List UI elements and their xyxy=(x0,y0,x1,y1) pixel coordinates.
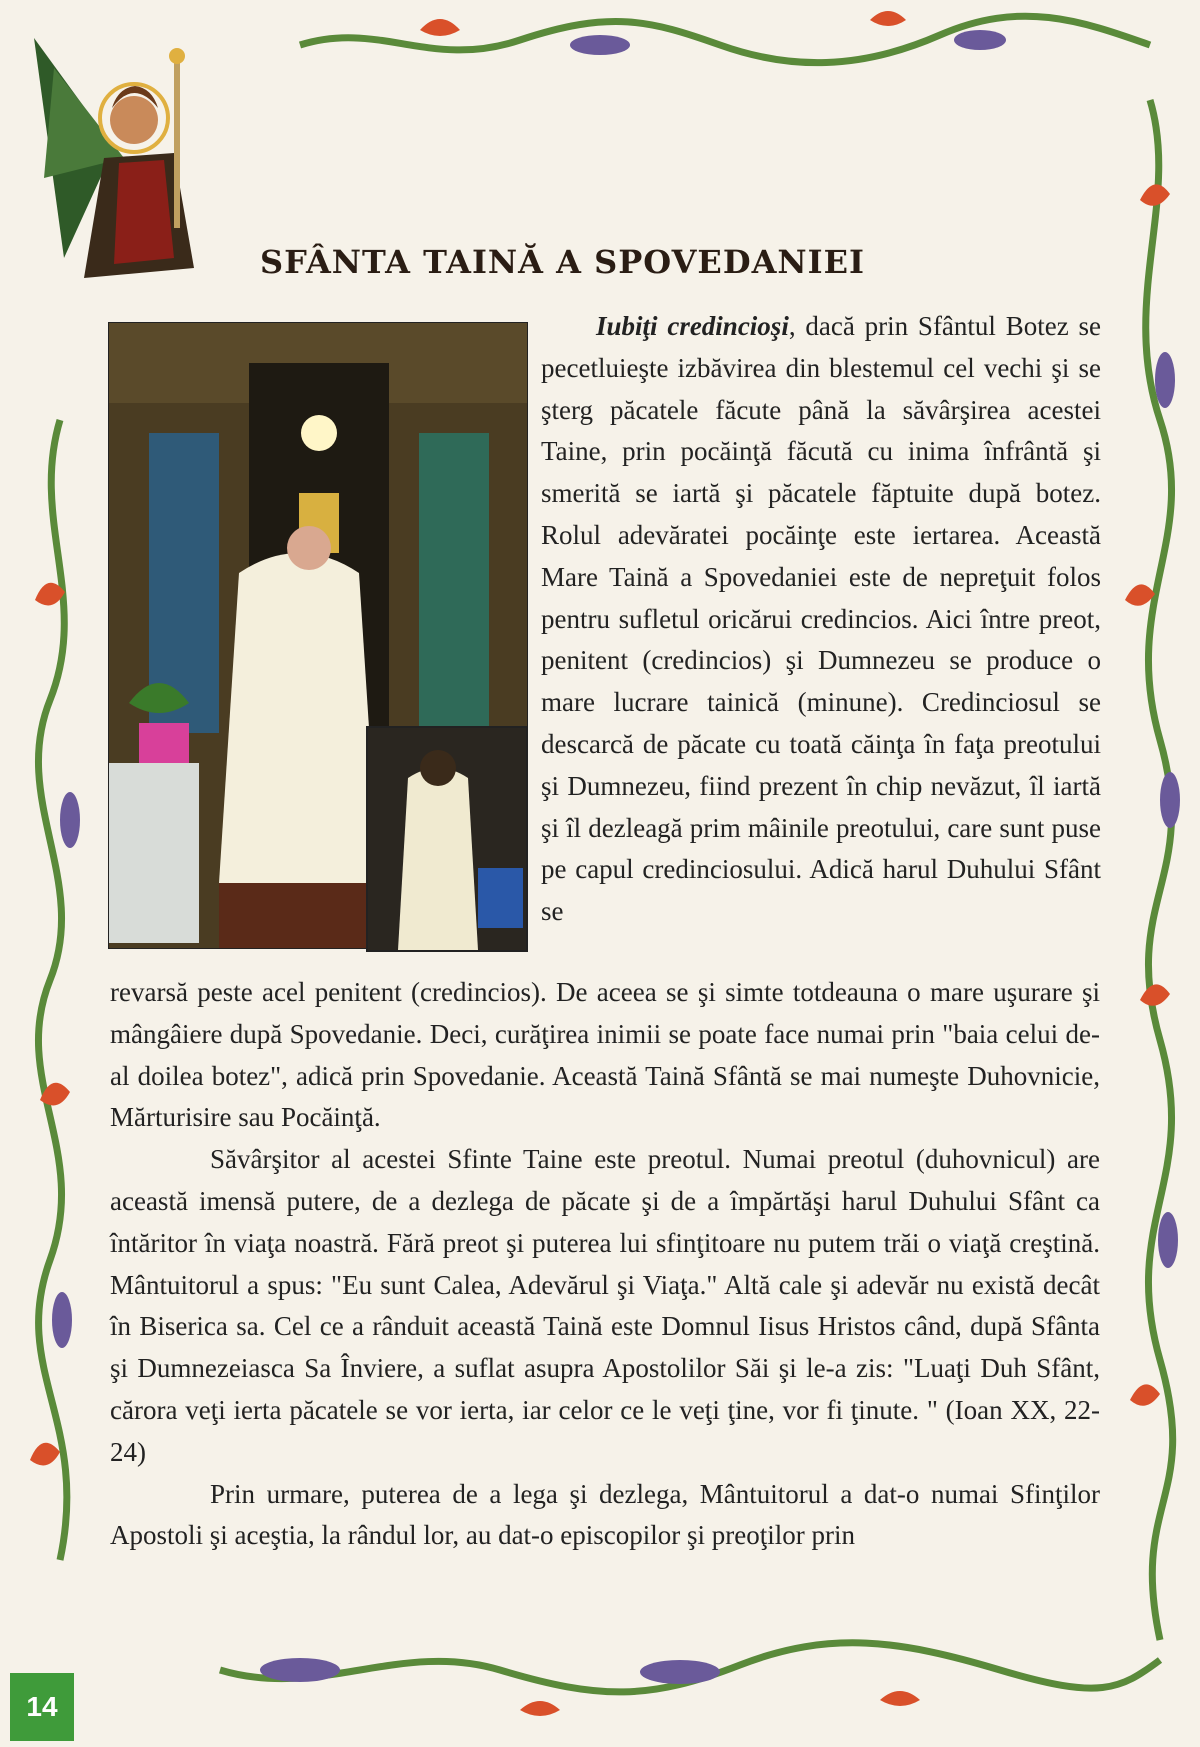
confession-inset-photo xyxy=(366,726,528,952)
paragraph-3: Prin urmare, puterea de a lega şi dezlega, Mântuitorul a dat-o numai Sfinţilor Apostoli şi aceştia, la rândul lor, au dat-o episcopilor şi preoţilor prin xyxy=(110,1478,1100,1551)
page-number: 14 xyxy=(10,1673,74,1741)
main-text xyxy=(110,972,1100,1557)
page-title: SFÂNTA TAINĂ A SPOVEDANIEI xyxy=(260,243,865,282)
angel-illustration xyxy=(24,28,216,300)
paragraph-2: Săvârşitor al acestei Sfinte Taine este preotul. Numai preotul (duhovnicul) are această imensă putere, de a dezlega de păcate şi de a împărtăşi harul Duhului Sfânt ca întăritor în viaţa noastră. Fără preot şi puterea lui sfinţitoare nu putem trăi o viaţă creştină. Mântuitorul a spus: "Eu sunt Calea, Adevărul şi Viaţa." Altă cale şi adevăr nu există decât în Biserica sa. Cel ce a rânduit această Taină este Domnul Iisus Hristos când, după Sfânta şi Dumnezeiasca Sa Înviere, a suflat asupra Apostolilor Săi şi le-a zis: "Luaţi Duh Sfânt, cărora veţi ierta păcatele se vor ierta, iar celor ce le veţi ţine, vor fi ţinute. " (Ioan XX, 22-24) xyxy=(110,1144,1100,1467)
paragraph-1-continued: revarsă peste acel penitent (credincios). De aceea se şi simte totdeauna o mare uşurare şi mângâiere după Spovedanie. Deci, curăţirea inimii se poate face numai prin "baia celui de-al doilea botez", adică prin Spovedanie. Această Taină Sfântă se mai numeşte Duhovnicie, Mărturisire sau Pocăinţă. xyxy=(110,977,1100,1133)
intro-lead: Iubiţi credincioşi xyxy=(596,311,789,341)
paragraph-1-right xyxy=(541,306,1101,933)
paragraph-1-text: , dacă prin Sfântul Botez se pecetluieşte izbăvirea din blestemul cel vechi şi se şterg păcatele făcute până la săvârşirea acestei Taine, prin pocăinţă făcută cu inima înfrântă şi smerită se iartă şi păcatele făptuite după botez. Rolul adevăratei pocăinţe este iertarea. Această Mare Taină a Spovedaniei este de nepreţuit folos pentru sufletul oricărui credincios. Aici între preot, penitent (credincios) şi Dumnezeu se produce o mare lucrare tainică (minune). Credinciosul se descarcă de păcate cu toată căinţa în faţa preotului şi Dumnezeu, fiind prezent în chip nevăzut, îl iartă şi îl dezleagă prim mâinile preotului, care sunt puse pe capul credinciosului. Adică harul Duhului Sfânt se xyxy=(541,311,1101,927)
